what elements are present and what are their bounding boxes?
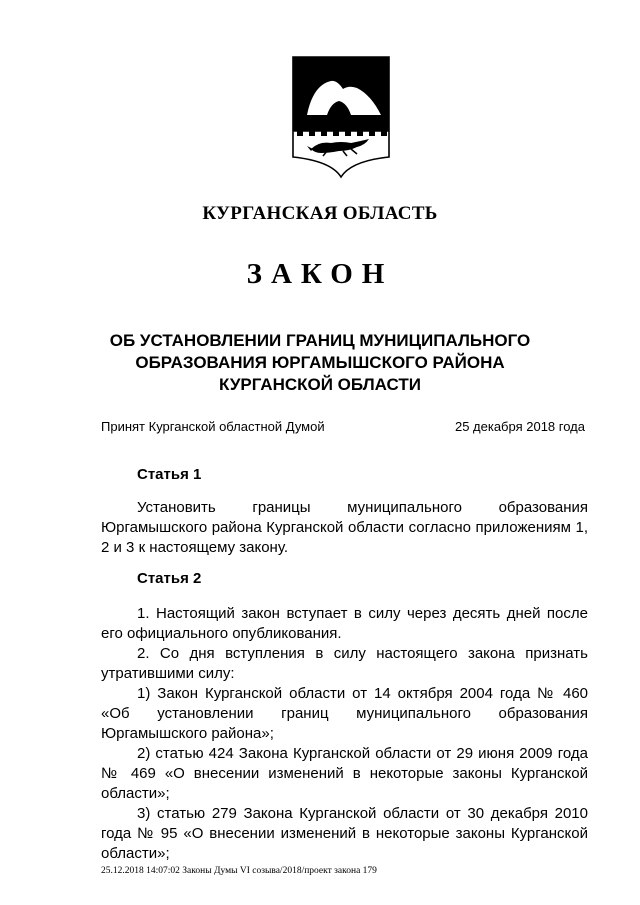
- article-2-paragraph: 1. Настоящий закон вступает в силу через десять дней после его официального опубликования.: [101, 605, 588, 642]
- adoption-line: [101, 419, 585, 434]
- law-title-line: КУРГАНСКОЙ ОБЛАСТИ: [219, 375, 421, 394]
- article-2-paragraph: 3) статью 279 Закона Курганской области от 30 декабря 2010 года № 95 «О внесении изменений в некоторые законы Курганской области»;: [101, 805, 588, 862]
- adopted-by: Принят Курганской областной Думой: [101, 419, 325, 434]
- article-2-paragraph: 2. Со дня вступления в силу настоящего закона признать утратившими силу:: [101, 645, 588, 682]
- law-title: [80, 330, 560, 396]
- article-1-heading: Статья 1: [137, 466, 202, 483]
- region-name: КУРГАНСКАЯ ОБЛАСТЬ: [202, 203, 438, 224]
- article-1-text: Установить границы муниципального образования Юргамышского района Курганской области согласно приложениям 1, 2 и 3 к настоящему закону.: [101, 499, 588, 556]
- article-2-paragraph: 2) статью 424 Закона Курганской области от 29 июня 2009 года № 469 «О внесении изменений в некоторые законы Курганской области»;: [101, 745, 588, 802]
- article-2-paragraph: 1) Закон Курганской области от 14 октября 2004 года № 460 «Об установлении границ муниципального образования Юргамышского района»;: [101, 685, 588, 742]
- law-title-line: ОБРАЗОВАНИЯ ЮРГАМЫШСКОГО РАЙОНА: [135, 353, 505, 372]
- coat-of-arms-icon: [291, 55, 391, 180]
- law-title-line: ОБ УСТАНОВЛЕНИИ ГРАНИЦ МУНИЦИПАЛЬНОГО: [109, 331, 531, 350]
- article-2-heading: Статья 2: [137, 570, 202, 587]
- document-type: ЗАКОН: [246, 258, 394, 290]
- document-footer: 25.12.2018 14:07:02 Законы Думы VI созыва/2018/проект закона 179: [101, 866, 377, 876]
- adoption-date: 25 декабря 2018 года: [454, 419, 585, 434]
